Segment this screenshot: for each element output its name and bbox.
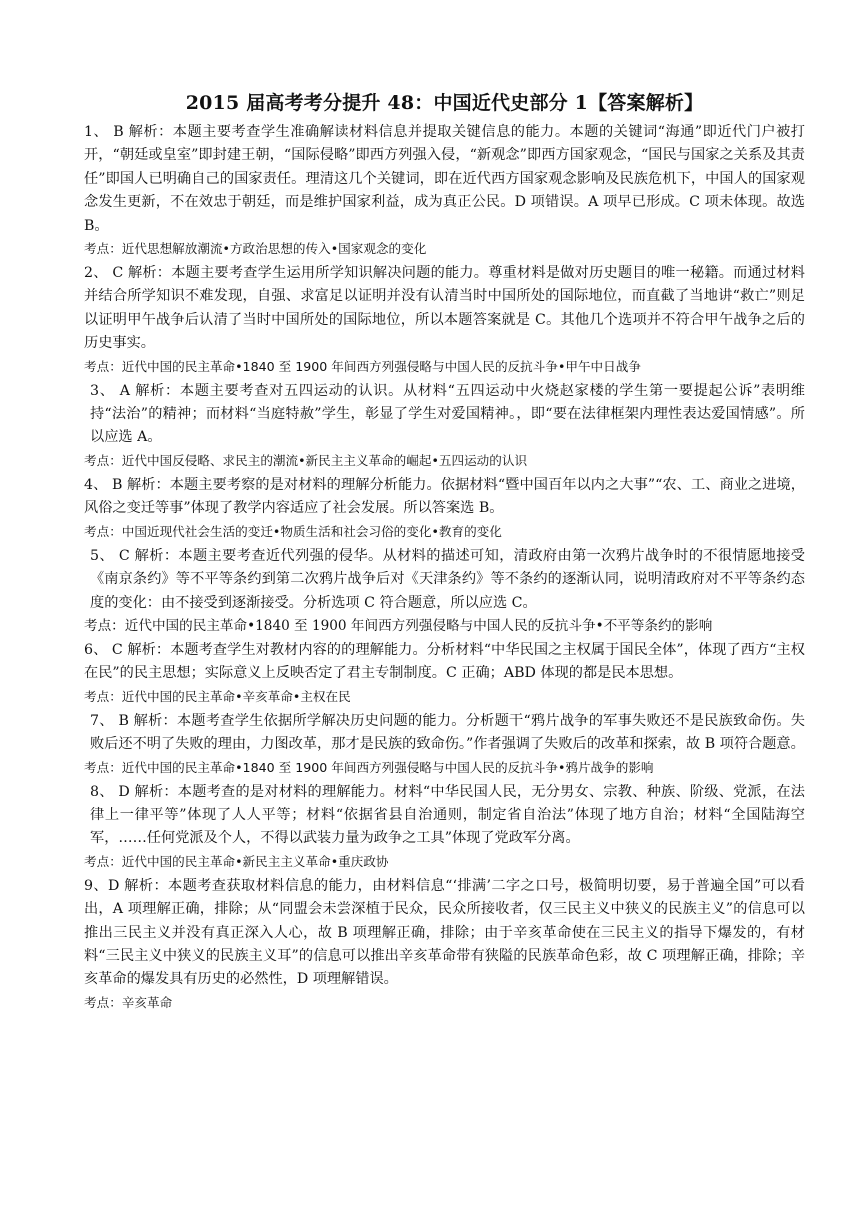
answer-explanation: 8、 D 解析：本题考查的是对材料的理解能力。材料“中华民国人民，无分男女、宗教、种族、阶级、党派，在法律上一律平等”体现了人人平等；材料“依据省县自治通则，制定省自治法”体现了地方自治；材料“全国陆海空军，……任何党派及个人，不得以武装力量为政争之工具”体现了党政军分离。 [90, 783, 805, 847]
answer-item-7 [84, 710, 805, 779]
answer-explanation: 6、 C 解析：本题考查学生对教材内容的的理解能力。分析材料“中华民国之主权属于国民全体”，体现了西方“主权在民”的民主思想；实际意义上反映否定了君主专制制度。C 正确；ABD 体现的都是民本思想。 [84, 641, 805, 682]
exam-point-note: 考点：近代中国反侵略、求民主的潮流•新民主主义革命的崛起•五四运动的认识 [84, 452, 528, 468]
answer-item-8 [84, 781, 805, 873]
answer-explanation: 3、 A 解析：本题主要考查对五四运动的认识。从材料“五四运动中火烧赵家楼的学生第一要提起公诉”表明维持“法治”的精神；而材料“当庭特赦”学生，彰显了学生对爱国精神。，即“要在法律框架内理性表达爱国情感”。所以应选 A。 [90, 382, 805, 446]
answer-explanation: 9、D 解析：本题考查获取材料信息的能力，由材料信息“‘排满’二字之口号，极简明切要，易于普遍全国”可以看出，A 项理解正确，排除；从“同盟会未尝深植于民众，民众所接收者，仅三民主义中狭义的民族主义”的信息可以推出三民主义并没有真正深入人心，故 B 项理解正确，排除；由于辛亥革命使在三民主义的指导下爆发的，有材料“三民主义中狭义的民族主义耳”的信息可以推出辛亥革命带有狭隘的民族革命色彩，故 C 项理解正确，排除；辛亥革命的爆发具有历史的必然性，D 项理解错误。 [84, 877, 805, 988]
answer-item-4 [84, 474, 805, 543]
exam-point-note: 考点：近代中国的民主革命•1840 至 1900 年间西方列强侵略与中国人民的反抗斗争•不平等条约的影响 [84, 617, 713, 634]
answer-explanation: 5、 C 解析：本题主要考查近代列强的侵华。从材料的描述可知，清政府由第一次鸦片战争时的不很情愿地接受《南京条约》等不平等条约到第二次鸦片战争后对《天津条约》等不条约的逐渐认同，说明清政府对不平等条约态度的变化：由不接受到逐渐接受。分析选项 C 符合题意，所以应选 C。 [90, 547, 805, 611]
exam-point-note: 考点：中国近现代社会生活的变迁•物质生活和社会习俗的变化•教育的变化 [84, 523, 502, 539]
answer-item-6 [84, 639, 805, 708]
page-title: 2015 届高考考分提升 48：中国近代史部分 1【答案解析】 [185, 92, 704, 114]
exam-point-note: 考点：近代思想解放潮流•方政治思想的传入•国家观念的变化 [84, 241, 427, 257]
answer-explanation: 4、 B 解析：本题主要考察的是对材料的理解分析能力。依据材料“暨中国百年以内之大事”“农、工、商业之进境，风俗之变迁等事”体现了教学内容适应了社会发展。所以答案选 B。 [84, 476, 805, 517]
answer-explanation: 1、 B 解析：本题主要考查学生准确解读材料信息并提取关键信息的能力。本题的关键词“海通”即近代门户被打开，“朝廷或皇室”即封建王朝，“国际侵略”即西方列强入侵，“新观念”即西方国家观念，“国民与国家之关系及其责任”即国人已明确自己的国家责任。理清这几个关键词，即在近代西方国家观念影响及民族危机下，中国人的国家观念发生更新，不在效忠于朝廷，而是维护国家利益，成为真正公民。D 项错误。A 项早已形成。C 项未体现。故选 B。 [84, 124, 805, 234]
exam-point-note: 考点：近代中国的民主革命•新民主主义革命•重庆政协 [84, 853, 389, 869]
exam-point-note: 考点：近代中国的民主革命•1840 至 1900 年间西方列强侵略与中国人民的反抗斗争•鸦片战争的影响 [84, 759, 654, 775]
answer-item-3 [84, 380, 805, 472]
answer-item-1 [84, 121, 805, 260]
exam-point-note: 考点：近代中国的民主革命•1840 至 1900 年间西方列强侵略与中国人民的反抗斗争•甲午中日战争 [84, 358, 641, 374]
answer-item-5 [84, 545, 805, 637]
answer-explanation: 2、 C 解析：本题主要考查学生运用所学知识解决问题的能力。尊重材料是做对历史题目的唯一秘籍。而通过材料并结合所学知识不难发现，自强、求富足以证明并没有认清当时中国所处的国际地位，而直截了当地讲“救亡”则足以证明甲午战争后认清了当时中国所处的国际地位，所以本题答案就是 C。其他几个选项并不符合甲午战争之后的历史事实。 [84, 265, 805, 352]
answer-item-2 [84, 262, 805, 378]
answer-item-9 [84, 875, 805, 1014]
exam-point-note: 考点：近代中国的民主革命•辛亥革命•主权在民 [84, 688, 351, 704]
exam-point-note: 考点：辛亥革命 [84, 994, 173, 1010]
answer-explanation: 7、 B 解析：本题考查学生依据所学解决历史问题的能力。分析题干“鸦片战争的军事失败还不是民族致命伤。失败后还不明了失败的理由，力图改革，那才是民族的致命伤。”作者强调了失败后的改革和探索，故 B 项符合题意。 [90, 712, 805, 753]
